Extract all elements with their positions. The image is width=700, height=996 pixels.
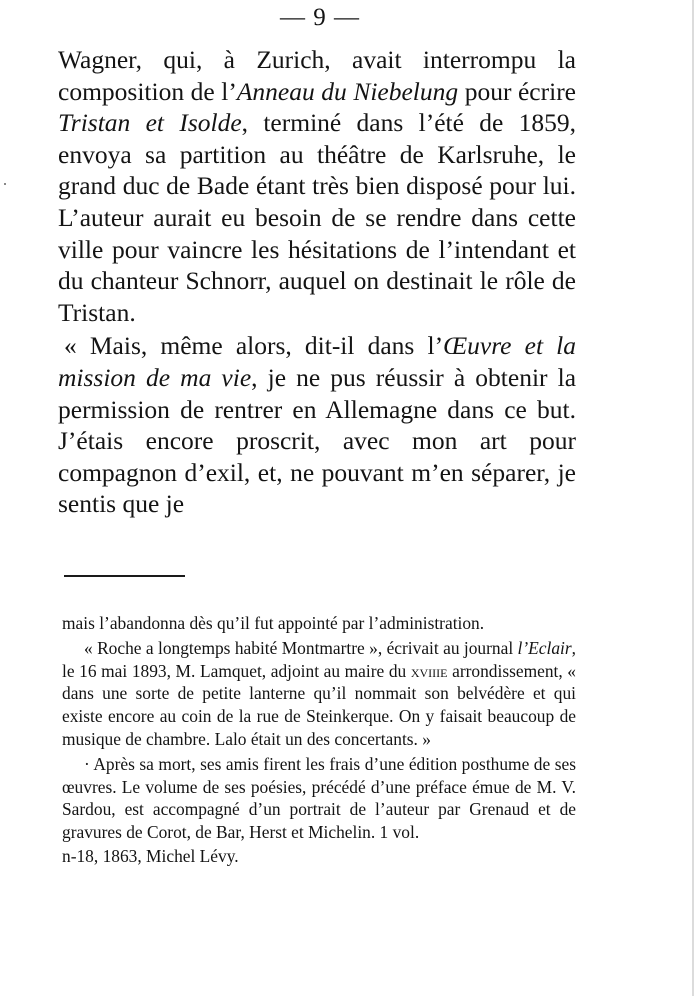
footnotes xyxy=(62,612,576,868)
footnote-publication-info: n-18, 1863, Michel Lévy. xyxy=(62,845,239,866)
scan-page-edge xyxy=(692,0,694,996)
paragraph-1-text-b: pour écrire xyxy=(458,76,576,106)
title-tristan-et-isolde: Tristan et Isolde xyxy=(58,108,242,138)
arrondissement-numeral: xviiie xyxy=(410,660,448,681)
paragraph-quotation xyxy=(58,330,576,520)
journal-name-eclair: l’Eclair xyxy=(517,637,572,658)
paragraph-wagner-zurich xyxy=(58,44,576,328)
footnote-continuation: mais l’abandonna dès qu’il fut appointé par l’administration. xyxy=(62,613,485,633)
footnote-2-text-c: arrondissement, « dans une sorte de petite lanterne qu’il nommait son belvédère et qui existe encore au coin de la rue de Steinkerque. On y faisait beaucoup de musique de chambre. Lalo était un des concertants. » xyxy=(62,660,576,749)
paragraph-1-text-c: , terminé dans l’été de 1859, envoya sa partition au théâtre de Karlsruhe, le grand duc de Bade étant très bien disposé pour lui. L’auteur aurait eu besoin de se rendre dans cette ville pour vaincre les hésitations de l’intendant et du chanteur Schnorr, auquel on destinait le rôle de Tristan. xyxy=(58,108,576,327)
footnote-separator-rule xyxy=(64,575,185,577)
footnote-2-text-a: « Roche a longtemps habité Montmartre », écrivait au journal xyxy=(84,637,518,658)
footnote-roche-montmartre xyxy=(62,637,576,751)
title-anneau-du-niebelung: Anneau du Niebelung xyxy=(236,76,459,106)
paragraph-2-text-b: , je ne pus réussir à obtenir la permission de rentrer en Allemagne dans ce but. J’étais encore proscrit, avec mon art pour compagnon d’exil, et, ne pouvant m’en séparer, je sentis que je xyxy=(58,362,577,519)
page-number: — 9 — xyxy=(280,4,360,31)
paragraph-2-text-a: « Mais, même alors, dit-il dans l’ xyxy=(64,331,444,361)
footnote-2-text-b: , le 16 mai 1893, M. Lamquet, adjoint au maire du xyxy=(62,637,576,681)
scan-speck xyxy=(4,183,6,185)
paragraph-1-text-a: Wagner, qui, à Zurich, avait interrompu la composition de l’ xyxy=(58,45,576,106)
title-oeuvre-et-la-mission: Œuvre et la mission de ma vie xyxy=(58,331,576,392)
main-text xyxy=(58,44,576,520)
footnote-posthumous-edition: · Après sa mort, ses amis firent les frais d’une édition posthume de ses œuvres. Le volume de ses poésies, précédé d’une préface émue de M. V. Sardou, est accompagné d’un portrait de l’auteur par Grenaud et de gravures de Corot, de Bar, Herst et Michelin. 1 vol. xyxy=(62,753,576,843)
